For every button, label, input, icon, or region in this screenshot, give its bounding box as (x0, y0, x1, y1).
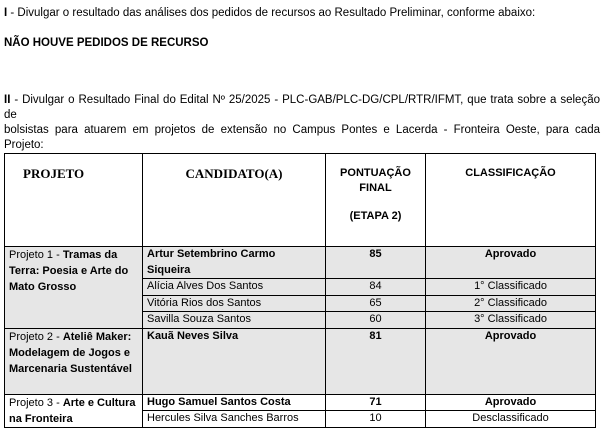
table-row (5, 328, 596, 394)
candidate-name: Alícia Alves Dos Santos (143, 279, 326, 296)
candidate-score: 81 (326, 328, 426, 394)
project-1-cell (5, 247, 143, 329)
project-3-prefix: Projeto 3 - (9, 396, 63, 409)
header-pontuacao (326, 154, 426, 247)
candidate-classification: 1° Classificado (426, 279, 596, 296)
section-2-line-2: bolsistas para atuarem em projetos de extensão no Campus Pontes e Lacerda - Fronteira Oeste, para cada (4, 124, 600, 136)
header-projeto: PROJETO (5, 154, 143, 247)
candidate-score: 65 (326, 295, 426, 312)
section-1-roman: I (4, 7, 8, 19)
candidate-name: Savilla Souza Santos (143, 312, 326, 329)
candidate-score: 85 (326, 247, 426, 279)
candidate-classification: Aprovado (426, 328, 596, 394)
section-2-roman: II (4, 94, 11, 106)
project-3-cell (5, 394, 143, 427)
header-candidato: CANDIDATO(A) (143, 154, 326, 247)
header-pontuacao-line-2: FINAL (359, 182, 392, 194)
table-header-row (5, 154, 596, 247)
candidate-classification: Aprovado (426, 247, 596, 279)
section-2-paragraph (4, 93, 600, 153)
project-1-prefix: Projeto 1 - (9, 249, 63, 261)
section-2-line-3: Projeto: (4, 139, 44, 151)
candidate-name: Kauã Neves Silva (143, 328, 326, 394)
project-1-name: Tramas da Terra: Poesia e Arte do Mato Grosso (9, 249, 129, 293)
header-pontuacao-line-3: (ETAPA 2) (349, 210, 402, 222)
project-2-prefix: Projeto 2 - (9, 330, 63, 343)
candidate-name: Artur Setembrino Carmo Siqueira (143, 247, 326, 279)
header-classificacao: CLASSIFICAÇÃO (426, 154, 596, 247)
candidate-score: 10 (326, 411, 426, 428)
candidate-classification: Aprovado (426, 394, 596, 411)
candidate-score: 84 (326, 279, 426, 296)
section-1-result: NÃO HOUVE PEDIDOS DE RECURSO (4, 37, 209, 49)
candidate-score: 71 (326, 394, 426, 411)
project-2-cell (5, 328, 143, 394)
project-3-name: Arte e Cultura na Fronteira (9, 396, 136, 425)
header-pontuacao-line-1: PONTUAÇÃO (340, 167, 411, 179)
candidate-name: Hercules Silva Sanches Barros (143, 411, 326, 428)
results-table (4, 153, 596, 428)
candidate-name: Hugo Samuel Santos Costa (143, 394, 326, 411)
section-2-line-1 (4, 93, 600, 123)
section-2-line-1-text: - Divulgar o Resultado Final do Edital Nº 25/2025 - PLC-GAB/PLC-DG/CPL/RTR/IFMT, que trata sobre a seleção de (4, 94, 600, 121)
candidate-classification: Desclassificado (426, 411, 596, 428)
candidate-classification: 3° Classificado (426, 312, 596, 329)
section-1-paragraph (4, 6, 600, 21)
candidate-name: Vitória Rios dos Santos (143, 295, 326, 312)
table-row (5, 394, 596, 411)
candidate-classification: 2° Classificado (426, 295, 596, 312)
candidate-score: 60 (326, 312, 426, 329)
table-row (5, 247, 596, 279)
project-2-name: Ateliê Maker: Modelagem de Jogos e Marcenaria Sustentável (9, 330, 132, 375)
section-1-text: - Divulgar o resultado das análises dos pedidos de recursos ao Resultado Preliminar, conforme abaixo: (7, 7, 536, 19)
